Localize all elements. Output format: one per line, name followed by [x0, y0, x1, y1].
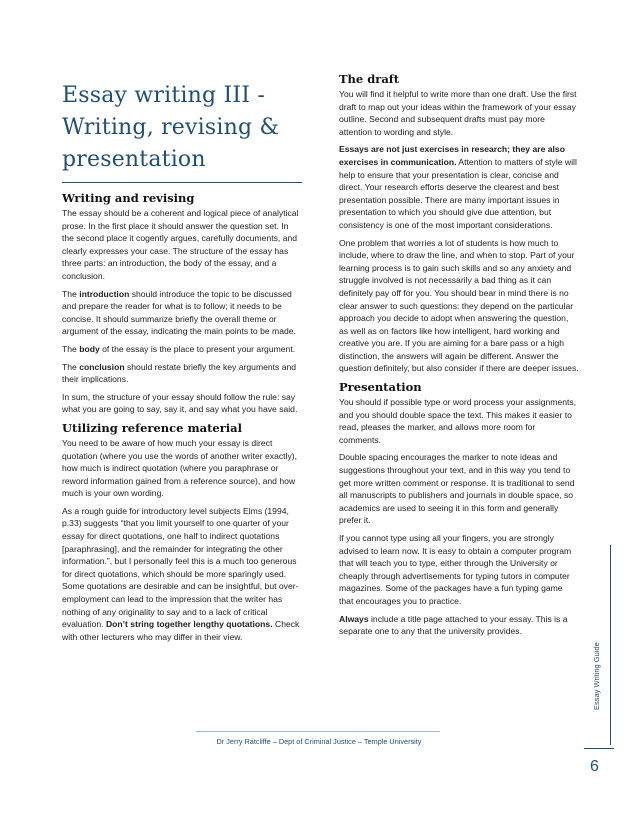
page-footer: Dr Jerry Ratcliffe – Dept of Criminal Justice – Temple University — [216, 737, 422, 746]
side-divider — [610, 545, 611, 745]
paragraph-in-sum: In sum, the structure of your essay should follow the rule: say what you are going to say, say it, and say what you have said. — [62, 391, 298, 415]
paragraph-conclusion: The conclusion should restate briefly the key arguments and their implications. — [62, 361, 297, 385]
side-label: Essay Writing Guide — [592, 642, 601, 710]
heading-writing-revising: Writing and revising — [62, 191, 195, 205]
footer-divider — [196, 731, 440, 732]
title-line-3: presentation — [62, 147, 206, 172]
paragraph-body: The body of the essay is the place to present your argument. — [62, 343, 296, 354]
paragraph-drafts: You will find it helpful to write more than one draft. Use the first draft to map out your ideas within the framework of your essay outline. Second and subsequent drafts must pay more attention to wording and style. — [339, 89, 577, 137]
paragraph-how-much: One problem that worries a lot of students is how much to include, where to draw the line, and when to stop. Part of your learning process is to gain such skills and so any anxiety and struggle involved is not necessarily a bad thing as it can definitely pay off for you. You should bear in mind there is no clear answer to such questions: they depend on the particular approach you decide to adopt when answering the question, as well as on factors like how intelligent, hard working and creative you are. If you are aiming for a bare pass or a high distinction, the answers will again be different. Answer the question definitely, but also consider if there are deeper issues. — [339, 237, 579, 374]
paragraph-typing: If you cannot type using all your fingers, you are strongly advised to learn now. It is easy to obtain a computer program that will teach you to type, either through the University or cheaply through advertisements for typing tutors in computer magazines. Some of the packages have a fun typing game that encourages you to practice. — [339, 533, 572, 606]
title-line-1: Essay writing III - — [62, 83, 265, 108]
page-number: 6 — [590, 758, 599, 775]
heading-reference-material: Utilizing reference material — [62, 420, 242, 435]
paragraph-double-spacing: Double spacing encourages the marker to note ideas and suggestions throughout your text, and in this way you tend to get more written comment or response. It is traditional to send all manuscripts to publishers and journals in double space, so academics are used to seeing it in this form and generally prefer it. — [339, 452, 575, 526]
paragraph-title-page: Always include a title page attached to your essay. This is a separate one to any that the university provides. — [339, 613, 568, 637]
heading-presentation: Presentation — [339, 380, 422, 395]
right-column — [339, 72, 579, 643]
heading-the-draft: The draft — [339, 72, 400, 86]
paragraph-type: You should if possible type or word process your assignments, and you should double space the text. This makes it easier to read, pleases the marker, and allows more room for comments. — [339, 397, 577, 445]
paragraph-introduction: The introduction should introduce the topic to be discussed and prepare the reader for what is to follow; it needs to be concise. It should summarize briefly the overall theme or argument of the essay, indicating the main points to be made. — [62, 288, 296, 337]
title-divider — [62, 182, 302, 183]
page-title — [62, 80, 302, 176]
title-line-2: Writing, revising & — [62, 115, 280, 140]
side-tab — [590, 560, 610, 720]
left-column — [62, 80, 302, 648]
paragraph-essay-structure: The essay should be a coherent and logical piece of analytical prose. In the first place it should answer the question set. In the second place it cogently argues, carefully documents, and clearly expresses your case. The structure of the essay has three parts: an introduction, the body of the essay, and a conclusion. — [62, 208, 299, 281]
paragraph-quotation: You need to be aware of how much your essay is direct quotation (where you use the words of another writer exactly), how much is indirect quotation (where you paraphrase or reword information gained from a reference source), and how much is your own wording. — [62, 437, 298, 499]
paragraph-rough-guide: As a rough guide for introductory level subjects Elms (1994, p.33) suggests “that you limit yourself to one quarter of your essay for direct quotations, one half to indirect quotations [paraphrasing], and the remainder for integrating the other information.”, but I personally feel this is a much too generous for direct quotations, which should be more sparingly used. Some quotations are desirable and can be insightful, but over-employment can lead to the impression that the writer has nothing of any originality to say and to a lack of critical evaluation. Don’t string together lengthy quotations. Check with other lecturers who may differ in their view. — [62, 505, 300, 642]
page-number-divider — [584, 748, 614, 749]
paragraph-communication: Essays are not just exercises in research; they are also exercises in communication. Attention to matters of style will help to ensure that your presentation is clear, concise and direct. Your research efforts deserve the clearest and best presentation possible. There are many important issues in presentation to which you should give due attention, but consistency is one of the most important considerations. — [339, 144, 577, 230]
